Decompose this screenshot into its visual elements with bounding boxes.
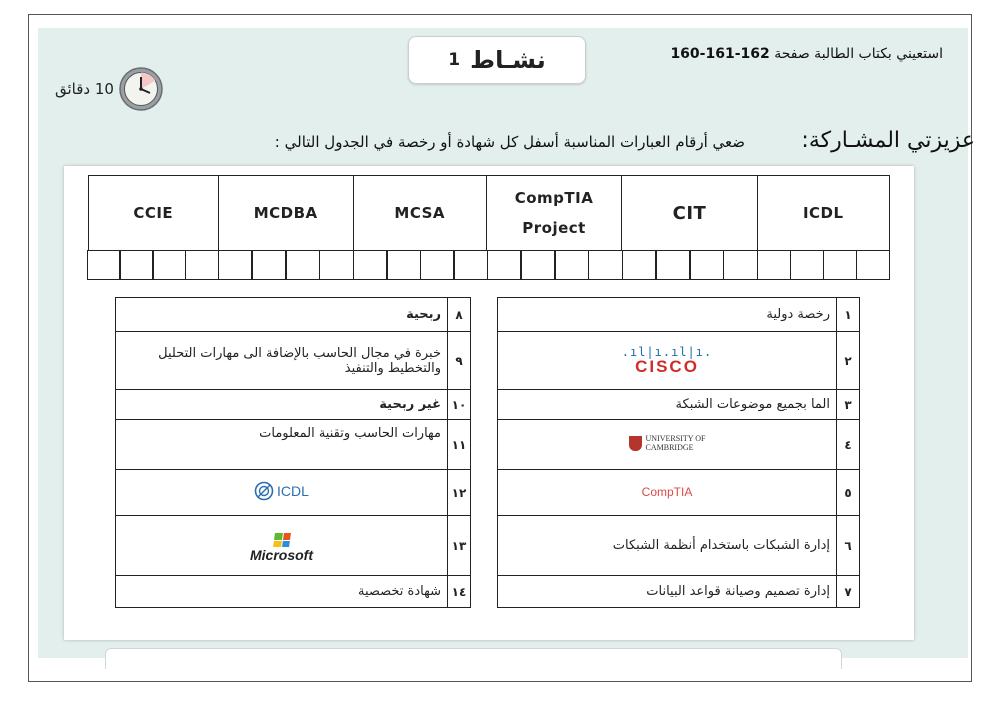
item-text: شهادة تخصصية [116,576,448,608]
item-number: ٥ [837,470,860,516]
answer-group-comptia [488,250,623,280]
table-row [116,420,471,470]
cert-header-comptia-project [486,176,622,251]
cambridge-logo [498,420,837,470]
item-number: ١ [837,298,860,332]
answer-box[interactable] [823,250,858,280]
timer [55,66,164,112]
answer-box[interactable] [689,250,724,280]
cert-header-mcsa: MCSA [353,176,486,251]
table-row [116,390,471,420]
item-number: ١٠ [448,390,471,420]
item-text: ربحية [116,298,448,332]
cambridge-line1: UNIVERSITY OF [645,434,706,444]
cisco-logo-text: CISCO [635,356,699,376]
table-row [116,298,471,332]
instruction: ضعي أرقام العبارات المناسبة أسفل كل شهادة أو رخصة في الجدول التالي : [274,133,745,151]
answer-group-ccie [88,250,219,280]
table-row [498,516,860,576]
item-number: ٣ [837,390,860,420]
comptia-logo [498,470,837,516]
icdl-emblem-icon [254,481,274,501]
answer-box[interactable] [520,250,555,280]
item-number: ٢ [837,332,860,390]
icdl-logo [116,470,448,516]
statements-table-left [115,297,471,608]
answer-box[interactable] [790,250,825,280]
table-row [498,390,860,420]
cisco-bars-icon: .ıl|ı.ıl|ı. [621,344,713,359]
answer-box[interactable] [353,250,388,280]
microsoft-logo [116,516,448,576]
item-number: ٦ [837,516,860,576]
answer-box[interactable] [152,250,186,280]
item-text: خبرة في مجال الحاسب بالإضافة الى مهارات التحليل والتخطيط والتنفيذ [116,332,448,390]
microsoft-logo-text: Microsoft [250,546,313,563]
table-row [498,420,860,470]
comptia-logo-text: CompTIA [641,485,693,499]
answer-box[interactable] [87,250,121,280]
answer-group-mcdba [219,250,354,280]
item-number: ٩ [448,332,471,390]
icdl-logo-text: ICDL [277,482,309,499]
item-number: ٤ [837,420,860,470]
cert-header-ccie: CCIE [89,176,219,251]
answer-group-mcsa [354,250,488,280]
answer-box[interactable] [655,250,690,280]
answer-box[interactable] [453,250,488,280]
answer-box[interactable] [723,250,758,280]
answer-box[interactable] [420,250,455,280]
item-number: ١٤ [448,576,471,608]
answer-box[interactable] [856,250,891,280]
cert-header-comptia-line2: Project [522,219,586,237]
table-row [498,332,860,390]
answer-box[interactable] [319,250,354,280]
windows-flag-icon [273,533,291,547]
cert-header-comptia-line1: CompTIA [514,189,594,207]
item-text: إدارة الشبكات باستخدام أنظمة الشبكات [498,516,837,576]
item-text: مهارات الحاسب وتقنية المعلومات [116,420,448,470]
certification-header-row [89,176,890,251]
item-number: ٨ [448,298,471,332]
answer-group-icdl [758,250,890,280]
activity-title: نشـاط [470,46,546,74]
cambridge-line2: CAMBRIDGE [645,443,694,453]
answer-box[interactable] [554,250,589,280]
answer-box[interactable] [285,250,320,280]
bottom-tab [105,648,842,669]
answer-box[interactable] [119,250,153,280]
clock-icon [118,66,164,112]
book-reference-pages: 162-161-160 [670,46,770,62]
timer-value: 10 [94,80,114,98]
activity-number: 1 [448,50,461,70]
answer-box[interactable] [757,250,792,280]
item-text: غير ربحية [116,390,448,420]
book-reference-text: استعيني بكتاب الطالبة صفحة [774,46,943,62]
item-number: ٧ [837,576,860,608]
certification-table [88,175,890,251]
item-number: ١٢ [448,470,471,516]
answer-box[interactable] [386,250,421,280]
cert-header-icdl: ICDL [757,176,889,251]
answer-box[interactable] [185,250,219,280]
table-row [116,332,471,390]
answer-box[interactable] [487,250,522,280]
timer-unit: دقائق [55,80,91,98]
item-text: رخصة دولية [498,298,837,332]
table-row [498,298,860,332]
item-text: إدارة تصميم وصيانة قواعد البيانات [498,576,837,608]
cert-header-cit: CIT [622,176,757,251]
table-row [116,516,471,576]
table-row [116,470,471,516]
answer-box[interactable] [218,250,253,280]
item-number: ١٣ [448,516,471,576]
cisco-logo [498,332,837,390]
answer-group-cit [623,250,758,280]
timer-label [55,80,114,98]
table-row [498,576,860,608]
table-row [116,576,471,608]
answer-box[interactable] [251,250,286,280]
item-text: الما بجميع موضوعات الشبكة [498,390,837,420]
answer-box[interactable] [588,250,623,280]
activity-title-box [408,36,586,84]
statements-table-right [497,297,860,608]
item-number: ١١ [448,420,471,470]
cert-header-mcdba: MCDBA [218,176,353,251]
table-row [498,470,860,516]
greeting: عزيزتي المشـاركة: [801,128,975,153]
answer-row [88,250,890,280]
book-reference [603,46,943,62]
cambridge-shield-icon [629,436,642,451]
answer-box[interactable] [622,250,657,280]
